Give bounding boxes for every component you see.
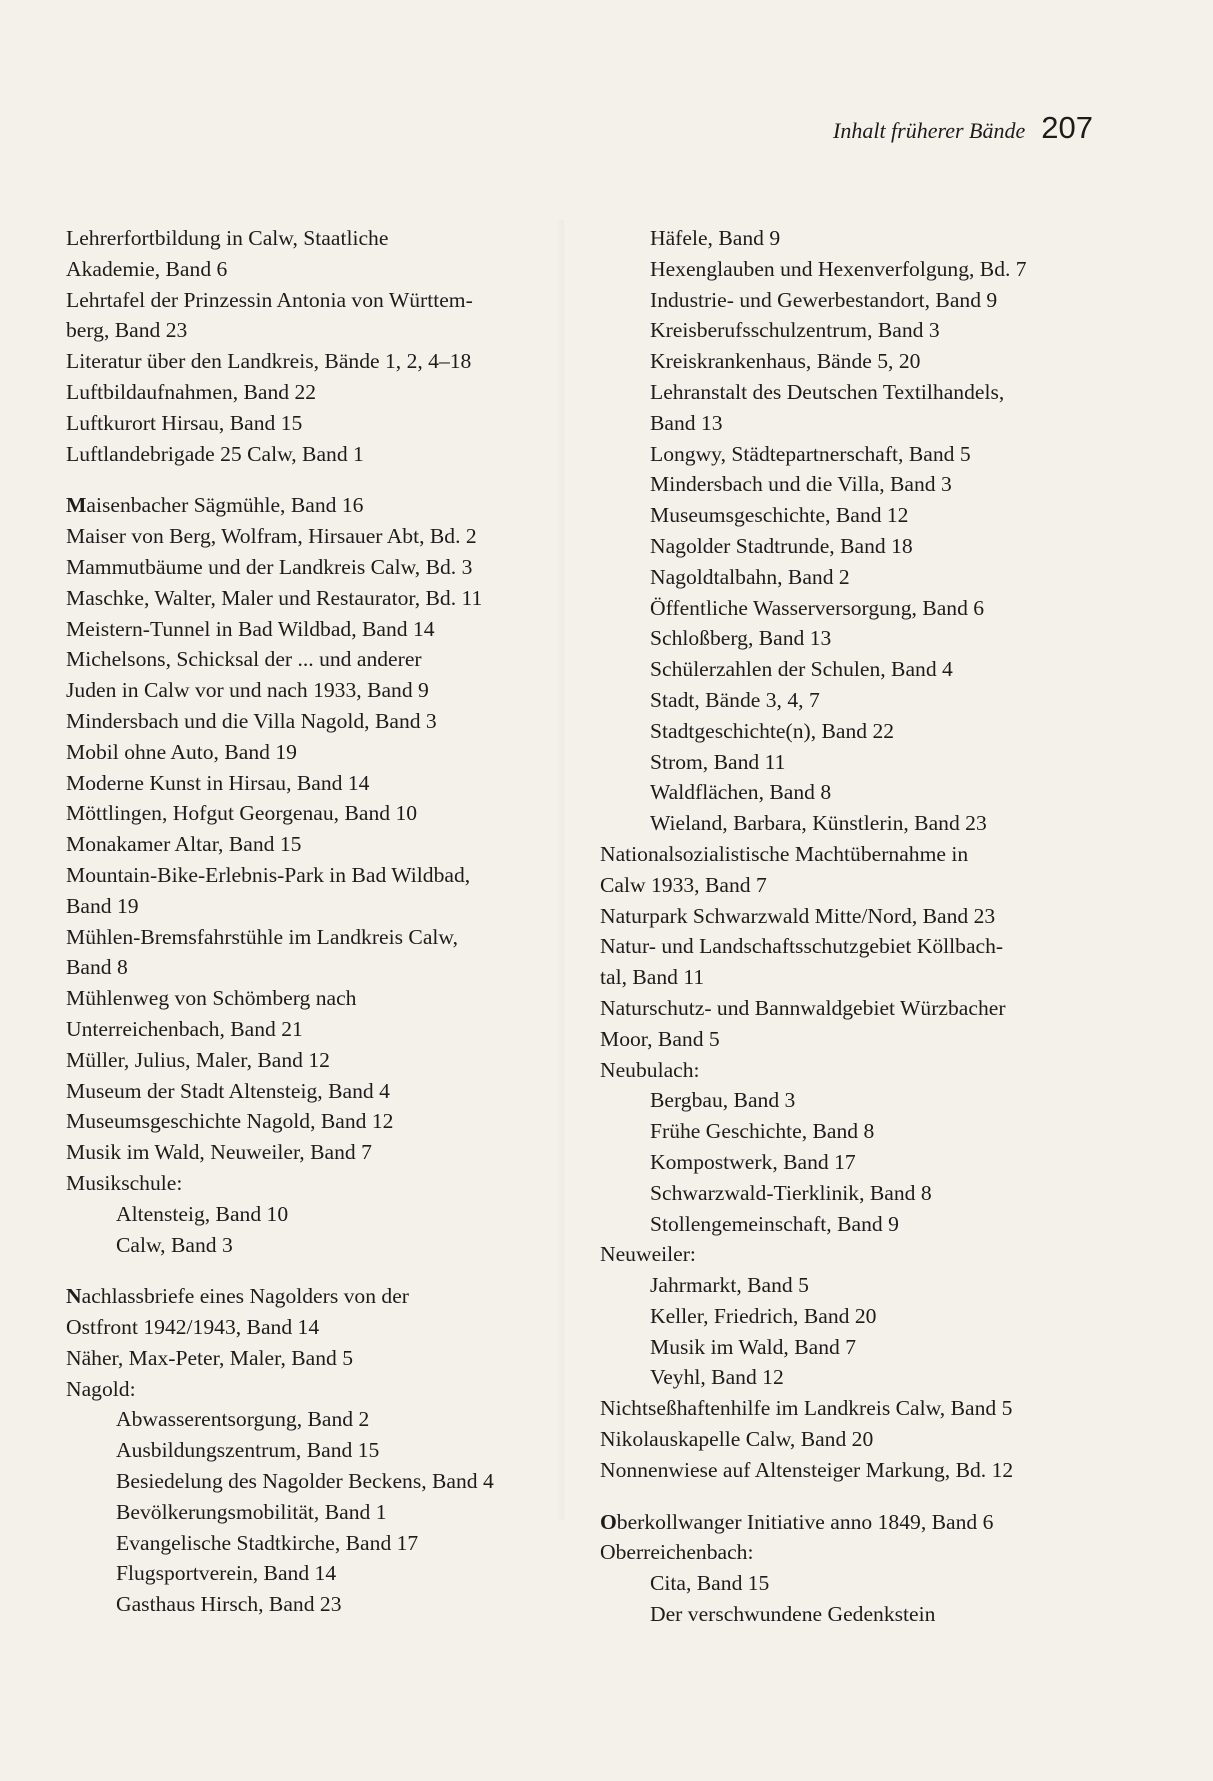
index-entry (66, 1014, 586, 1045)
index-entry-text: berg, Band 23 (66, 318, 188, 343)
index-entry-text: Hexenglauben und Hexenverfolgung, Bd. 7 (650, 256, 1027, 281)
index-entry (600, 1116, 1160, 1147)
index-entry (600, 839, 1160, 870)
index-entry (600, 469, 1160, 500)
index-entry (600, 346, 1160, 377)
index-entry (66, 377, 586, 408)
index-entry-text: Musik im Wald, Neuweiler, Band 7 (66, 1140, 372, 1165)
index-entry-text: Abwasserentsorgung, Band 2 (116, 1407, 370, 1432)
index-entry-text: Mindersbach und die Villa Nagold, Band 3 (66, 708, 437, 733)
index-entry (600, 623, 1160, 654)
index-entry (600, 377, 1160, 408)
index-entry-text: Bevölkerungsmobilität, Band 1 (116, 1499, 387, 1524)
index-entry-text: Schülerzahlen der Schulen, Band 4 (650, 657, 953, 682)
index-entry-text: Nikolauskapelle Calw, Band 20 (600, 1427, 874, 1452)
index-entry-text: Literatur über den Landkreis, Bände 1, 2, 4–18 (66, 349, 472, 374)
index-entry (600, 962, 1160, 993)
index-entry (600, 870, 1160, 901)
index-group-o (600, 1507, 1160, 1630)
index-entry (66, 768, 586, 799)
group-gap (600, 1486, 1160, 1507)
index-entry (600, 439, 1160, 470)
index-entry (66, 552, 586, 583)
index-entry (600, 1055, 1160, 1086)
index-entry-text: Musik im Wald, Band 7 (650, 1334, 857, 1359)
index-entry (600, 1024, 1160, 1055)
index-entry-text: Ostfront 1942/1943, Band 14 (66, 1315, 320, 1340)
index-entry (66, 1045, 586, 1076)
index-entry-text: Akademie, Band 6 (66, 256, 228, 281)
index-entry (66, 223, 586, 254)
index-entry-text: Schwarzwald-Tierklinik, Band 8 (650, 1180, 932, 1205)
index-entry-text: Musikschule: (66, 1170, 183, 1195)
index-entry-text: Luftbildaufnahmen, Band 22 (66, 379, 317, 404)
index-entry-text: Waldflächen, Band 8 (650, 780, 832, 805)
index-entry-text: Monakamer Altar, Band 15 (66, 832, 302, 857)
index-entry (600, 593, 1160, 624)
index-entry-text: Mindersbach und die Villa, Band 3 (650, 472, 952, 497)
index-entry-text: Neubulach: (600, 1057, 700, 1082)
index-entry (600, 1507, 1160, 1538)
index-entry-text: Lehrerfortbildung in Calw, Staatliche (66, 226, 389, 250)
index-entry-text: Altensteig, Band 10 (116, 1201, 289, 1226)
index-entry (600, 408, 1160, 439)
index-entry (66, 1343, 586, 1374)
index-entry-text: Mobil ohne Auto, Band 19 (66, 739, 297, 764)
index-entry (600, 685, 1160, 716)
index-entry-text: Keller, Friedrich, Band 20 (650, 1303, 877, 1328)
index-entry-text: Naturschutz- und Bannwaldgebiet Würzbacher (600, 995, 1006, 1020)
index-entry-text: Kreisberufsschulzentrum, Band 3 (650, 318, 940, 343)
index-entry-text: Oberreichenbach: (600, 1540, 754, 1565)
index-entry-text: Michelsons, Schicksal der ... und anderer (66, 647, 422, 672)
group-gap (66, 1260, 586, 1281)
index-entry-text: Juden in Calw vor und nach 1933, Band 9 (66, 678, 429, 703)
index-entry (66, 1558, 586, 1589)
index-entry (66, 1106, 586, 1137)
index-entry-text: Neuweiler: (600, 1242, 696, 1267)
index-entry-text: Müller, Julius, Maler, Band 12 (66, 1047, 330, 1072)
index-entry (66, 891, 586, 922)
index-entry (600, 1537, 1160, 1568)
index-entry (66, 1466, 586, 1497)
index-entry-text: Mountain-Bike-Erlebnis-Park in Bad Wildbad, (66, 862, 471, 887)
index-entry (66, 922, 586, 953)
index-entry-text: Stadt, Bände 3, 4, 7 (650, 687, 820, 712)
index-entry-text: Longwy, Städtepartnerschaft, Band 5 (650, 441, 971, 466)
index-entry-text: Luftlandebrigade 25 Calw, Band 1 (66, 441, 364, 466)
index-entry (66, 1435, 586, 1466)
index-entry (600, 993, 1160, 1024)
index-entry (600, 285, 1160, 316)
index-entry (600, 531, 1160, 562)
index-entry-text: Nonnenwiese auf Altensteiger Markung, Bd. 12 (600, 1457, 1014, 1482)
section-initial: N (66, 1284, 82, 1309)
right-column (600, 223, 1160, 1630)
index-entry (600, 315, 1160, 346)
index-entry-text: Maiser von Berg, Wolfram, Hirsauer Abt, Bd. 2 (66, 524, 477, 549)
index-entry-text: Museumsgeschichte, Band 12 (650, 503, 909, 528)
index-entry (600, 1568, 1160, 1599)
index-entry (66, 521, 586, 552)
index-entry (600, 901, 1160, 932)
index-entry-text: Stollengemeinschaft, Band 9 (650, 1211, 899, 1236)
index-entry-text: Näher, Max-Peter, Maler, Band 5 (66, 1345, 354, 1370)
index-entry-text: Meistern-Tunnel in Bad Wildbad, Band 14 (66, 616, 435, 641)
section-initial: O (600, 1509, 617, 1534)
index-entry (66, 614, 586, 645)
index-entry (600, 654, 1160, 685)
index-entry (66, 1528, 586, 1559)
index-entry (66, 829, 586, 860)
page-number: 207 (1041, 110, 1093, 145)
index-entry-text: Stadtgeschichte(n), Band 22 (650, 718, 895, 743)
index-entry-text: Industrie- und Gewerbestandort, Band 9 (650, 287, 998, 312)
index-entry-text: Calw, Band 3 (116, 1232, 233, 1257)
index-entry-text: Naturpark Schwarzwald Mitte/Nord, Band 23 (600, 903, 996, 928)
index-entry-text: Band 13 (650, 410, 723, 435)
index-entry-text: Nagoldtalbahn, Band 2 (650, 564, 850, 589)
index-entry-text: Evangelische Stadtkirche, Band 17 (116, 1530, 419, 1555)
index-entry (600, 1362, 1160, 1393)
index-entry (66, 490, 586, 521)
index-entry (600, 1085, 1160, 1116)
section-initial: M (66, 493, 87, 518)
index-entry-text: Band 8 (66, 955, 128, 980)
index-entry (66, 737, 586, 768)
index-entry (66, 1281, 586, 1312)
index-entry-text: Frühe Geschichte, Band 8 (650, 1119, 875, 1144)
index-entry (66, 285, 586, 316)
index-entry-text: Ausbildungszentrum, Band 15 (116, 1438, 380, 1463)
index-entry (66, 1312, 586, 1343)
index-entry (600, 1424, 1160, 1455)
group-gap (66, 469, 586, 490)
index-entry-text: Jahrmarkt, Band 5 (650, 1273, 809, 1298)
index-entry (600, 1147, 1160, 1178)
index-entry-text: Flugsportverein, Band 14 (116, 1561, 337, 1586)
index-entry (600, 777, 1160, 808)
index-entry (600, 223, 1160, 254)
index-entry-text: Nichtseßhaftenhilfe im Landkreis Calw, Band 5 (600, 1396, 1013, 1421)
index-entry-text: Museum der Stadt Altensteig, Band 4 (66, 1078, 390, 1103)
index-entry-text: Nagolder Stadtrunde, Band 18 (650, 533, 913, 558)
index-entry-text: Veyhl, Band 12 (650, 1365, 784, 1390)
index-entry-text: tal, Band 11 (600, 965, 705, 990)
index-entry (600, 1599, 1160, 1630)
running-title: Inhalt früherer Bände (833, 118, 1026, 143)
index-entry (600, 1393, 1160, 1424)
index-entry-text: Gasthaus Hirsch, Band 23 (116, 1592, 342, 1617)
index-entry (66, 254, 586, 285)
index-entry (600, 716, 1160, 747)
index-entry (66, 1404, 586, 1435)
index-entry (66, 346, 586, 377)
index-entry (66, 1137, 586, 1168)
index-entry (66, 952, 586, 983)
index-entry-text: aisenbacher Sägmühle, Band 16 (86, 493, 364, 518)
index-group-l (66, 223, 586, 469)
index-entry-text: Besiedelung des Nagolder Beckens, Band 4 (116, 1469, 494, 1494)
index-entry (600, 747, 1160, 778)
index-entry-text: Mühlenweg von Schömberg nach (66, 986, 357, 1011)
index-entry (66, 408, 586, 439)
index-entry-text: Mammutbäume und der Landkreis Calw, Bd. 3 (66, 554, 473, 579)
index-entry-text: Lehranstalt des Deutschen Textilhandels, (650, 379, 1005, 404)
index-entry-text: berkollwanger Initiative anno 1849, Band 6 (616, 1509, 994, 1534)
index-entry-text: Cita, Band 15 (650, 1571, 770, 1596)
index-entry (66, 798, 586, 829)
index-entry (66, 860, 586, 891)
index-entry (66, 1168, 586, 1199)
index-entry-text: Bergbau, Band 3 (650, 1088, 796, 1113)
index-entry (66, 1497, 586, 1528)
index-entry (66, 583, 586, 614)
index-entry-text: Band 19 (66, 893, 139, 918)
index-entry-text: Wieland, Barbara, Künstlerin, Band 23 (650, 811, 987, 836)
index-entry-text: achlassbriefe eines Nagolders von der (81, 1284, 409, 1309)
index-entry (600, 1455, 1160, 1486)
index-entry (600, 808, 1160, 839)
index-entry (66, 1199, 586, 1230)
index-entry (66, 1374, 586, 1405)
index-entry-text: Calw 1933, Band 7 (600, 872, 767, 897)
index-entry-text: Der verschwundene Gedenkstein (650, 1602, 936, 1627)
index-entry (66, 983, 586, 1014)
index-entry-text: Schloßberg, Band 13 (650, 626, 832, 651)
index-entry (600, 1209, 1160, 1240)
index-entry-text: Nagold: (66, 1376, 136, 1401)
index-entry (600, 1270, 1160, 1301)
index-entry (600, 931, 1160, 962)
index-entry-text: Luftkurort Hirsau, Band 15 (66, 410, 303, 435)
index-entry-text: Natur- und Landschaftsschutzgebiet Köllbach- (600, 934, 1004, 959)
index-entry-text: Nationalsozialistische Machtübernahme in (600, 841, 969, 866)
index-entry (600, 254, 1160, 285)
index-entry-text: Museumsgeschichte Nagold, Band 12 (66, 1109, 394, 1134)
index-entry (600, 500, 1160, 531)
index-entry-text: Kompostwerk, Band 17 (650, 1149, 856, 1174)
index-entry-text: Moderne Kunst in Hirsau, Band 14 (66, 770, 370, 795)
index-entry-text: Öffentliche Wasserversorgung, Band 6 (650, 595, 985, 620)
index-entry (600, 1239, 1160, 1270)
index-entry (66, 1230, 586, 1261)
index-entry (600, 1332, 1160, 1363)
index-entry-text: Maschke, Walter, Maler und Restaurator, Bd. 11 (66, 585, 483, 610)
index-entry-text: Häfele, Band 9 (650, 226, 781, 250)
index-entry (600, 562, 1160, 593)
index-entry-text: Strom, Band 11 (650, 749, 786, 774)
index-entry (600, 1301, 1160, 1332)
index-group-n (66, 1281, 586, 1620)
index-entry (66, 675, 586, 706)
index-entry-text: Lehrtafel der Prinzessin Antonia von Württem- (66, 287, 473, 312)
index-entry (66, 644, 586, 675)
index-entry (66, 706, 586, 737)
index-entry-text: Unterreichenbach, Band 21 (66, 1016, 303, 1041)
index-entry-text: Kreiskrankenhaus, Bände 5, 20 (650, 349, 921, 374)
index-entry (66, 315, 586, 346)
index-entry (600, 1178, 1160, 1209)
page-header (833, 110, 1093, 146)
index-entry-text: Mühlen-Bremsfahrstühle im Landkreis Calw, (66, 924, 458, 949)
left-column (66, 223, 586, 1620)
index-entry-text: Möttlingen, Hofgut Georgenau, Band 10 (66, 801, 418, 826)
index-group-n-continued (600, 223, 1160, 1486)
index-entry (66, 1076, 586, 1107)
index-entry (66, 439, 586, 470)
index-entry-text: Moor, Band 5 (600, 1026, 720, 1051)
index-entry (66, 1589, 586, 1620)
index-group-m (66, 490, 586, 1260)
